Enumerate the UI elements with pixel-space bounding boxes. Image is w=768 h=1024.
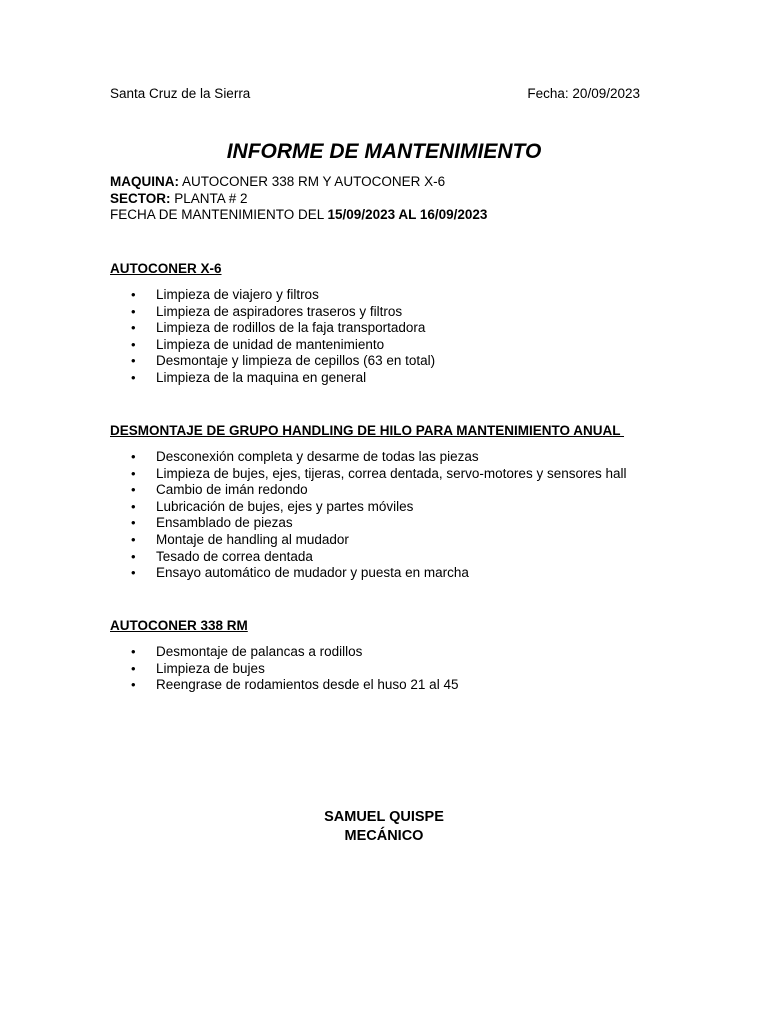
section-title-handling: DESMONTAJE DE GRUPO HANDLING DE HILO PARA MANTENIMIENTO ANUAL	[110, 423, 625, 438]
bullet-icon: •	[131, 515, 136, 531]
bullet-icon: •	[131, 660, 136, 676]
bullet-icon: •	[131, 303, 136, 319]
signature-block	[0, 808, 768, 845]
signature-name: SAMUEL QUISPE	[324, 809, 444, 825]
task-list-handling	[110, 449, 626, 582]
list-item	[110, 482, 626, 499]
list-item-text: Ensayo automático de mudador y puesta en marcha	[156, 565, 469, 581]
bullet-icon: •	[131, 531, 136, 547]
list-item-text: Limpieza de viajero y filtros	[156, 287, 319, 302]
meta-block	[110, 174, 487, 224]
bullet-icon: •	[131, 548, 136, 564]
list-item-text: Desconexión completa y desarme de todas las piezas	[156, 449, 479, 464]
bullet-icon: •	[131, 565, 136, 581]
meta-sector	[110, 191, 487, 208]
list-item	[110, 565, 626, 582]
list-item	[110, 677, 458, 694]
list-item	[110, 661, 458, 678]
meta-fecha	[110, 207, 487, 224]
list-item-text: Limpieza de rodillos de la faja transportadora	[156, 320, 426, 336]
sector-value: PLANTA # 2	[170, 190, 248, 206]
task-list-autoconer-x6	[110, 287, 435, 387]
bullet-icon: •	[131, 677, 136, 693]
header-city: Santa Cruz de la Sierra	[110, 86, 251, 101]
section-title-autoconer-338rm: AUTOCONER 338 RM	[110, 618, 248, 633]
list-item	[110, 304, 435, 321]
fecha-range: 15/09/2023 AL 16/09/2023	[327, 207, 488, 222]
signature-role: MECÁNICO	[344, 827, 424, 844]
list-item-text: Limpieza de aspiradores traseros y filtros	[156, 303, 403, 319]
list-item	[110, 644, 458, 661]
task-list-autoconer-338rm	[110, 644, 458, 694]
bullet-icon: •	[131, 320, 136, 336]
bullet-icon: •	[131, 449, 136, 464]
list-item	[110, 449, 626, 466]
bullet-icon: •	[131, 287, 136, 302]
bullet-icon: •	[131, 369, 136, 385]
list-item-text: Limpieza de bujes, ejes, tijeras, correa dentada, servo-motores y sensores hall	[156, 465, 627, 481]
bullet-icon: •	[131, 482, 136, 498]
bullet-icon: •	[131, 644, 136, 659]
bullet-icon: •	[131, 498, 136, 514]
list-item-text: Desmontaje y limpieza de cepillos (63 en total)	[156, 353, 436, 369]
list-item	[110, 466, 626, 483]
list-item-text: Ensamblado de piezas	[156, 515, 293, 531]
meta-maquina	[110, 174, 487, 191]
list-item-text: Limpieza de bujes	[156, 660, 265, 676]
bullet-icon: •	[131, 353, 136, 369]
list-item-text: Lubricación de bujes, ejes y partes móviles	[156, 498, 414, 514]
list-item-text: Limpieza de unidad de mantenimiento	[156, 336, 385, 352]
list-item-text: Cambio de imán redondo	[156, 482, 308, 498]
list-item-text: Reengrase de rodamientos desde el huso 21 al 45	[156, 677, 459, 693]
sector-label: SECTOR:	[110, 190, 171, 206]
list-item	[110, 320, 435, 337]
bullet-icon: •	[131, 465, 136, 481]
bullet-icon: •	[131, 336, 136, 352]
header-date: Fecha: 20/09/2023	[527, 86, 640, 101]
maquina-value: AUTOCONER 338 RM Y AUTOCONER X-6	[179, 174, 446, 189]
list-item	[110, 287, 435, 304]
list-item	[110, 499, 626, 516]
list-item-text: Desmontaje de palancas a rodillos	[156, 644, 363, 659]
maquina-label: MAQUINA:	[110, 174, 179, 189]
list-item	[110, 515, 626, 532]
list-item	[110, 370, 435, 387]
fecha-prefix: FECHA DE MANTENIMIENTO DEL	[110, 207, 328, 222]
document-title: INFORME DE MANTENIMIENTO	[226, 140, 542, 163]
list-item	[110, 549, 626, 566]
list-item-text: Limpieza de la maquina en general	[156, 369, 367, 385]
list-item	[110, 337, 435, 354]
list-item	[110, 353, 435, 370]
section-title-autoconer-x6: AUTOCONER X-6	[110, 261, 222, 276]
list-item	[110, 532, 626, 549]
list-item-text: Montaje de handling al mudador	[156, 531, 349, 547]
list-item-text: Tesado de correa dentada	[156, 548, 313, 564]
